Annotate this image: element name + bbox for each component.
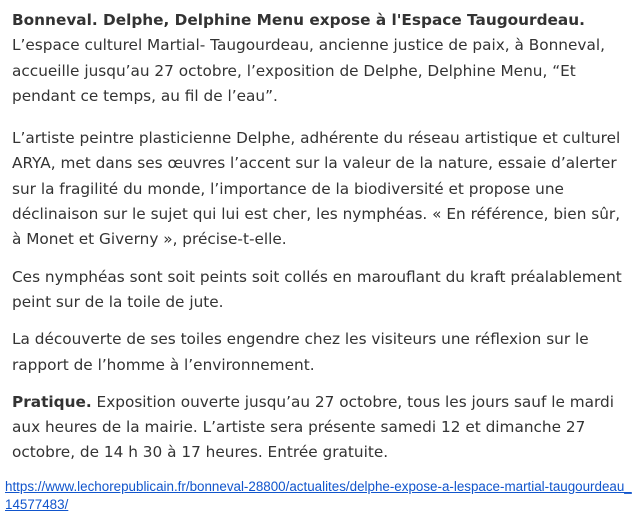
practical-label: Pratique.	[12, 392, 92, 411]
practical-text: Exposition ouverte jusqu’au 27 octobre, tous les jours sauf le mardi aux heures de la mairie. L’artiste sera présente samedi 12 et dimanche 27 octobre, de 14 h 30 à 17 heures. Entrée gratuite.	[12, 392, 615, 462]
article-body	[12, 8, 634, 466]
article-headline: Bonneval. Delphe, Delphine Menu expose à l'Espace Taugourdeau.	[12, 11, 585, 29]
paragraph-reflection: La découverte de ses toiles engendre chez les visiteurs une réflexion sur le rapport de l’homme à l’environnement.	[12, 330, 589, 374]
practical-paragraph	[12, 390, 634, 466]
source-link[interactable]: https://www.lechorepublicain.fr/bonneval-28800/actualites/delphe-expose-a-lespace-martial-taugourdeau_14577483/	[5, 479, 632, 512]
paragraph-nympheas: Ces nymphéas sont soit peints soit collés en marouflant du kraft préalablement peint sur de la toile de jute.	[12, 267, 622, 311]
lead-paragraph	[12, 8, 634, 109]
paragraph-artist: L’artiste peintre plasticienne Delphe, adhérente du réseau artistique et culturel ARYA, met dans ses œuvres l’accent sur la valeur de la nature, essaie d’alerter sur la fragilité du monde, l’importance de la biodiversité et propose une déclinaison sur le sujet qui lui est cher, les nymphéas. « En référence, bien sûr, à Monet et Giverny », précise-t-elle.	[12, 129, 621, 249]
lead-text: L’espace culturel Martial- Taugourdeau, ancienne justice de paix, à Bonneval, accueille jusqu’au 27 octobre, l’exposition de Delphe, Delphine Menu, “Et pendant ce temps, au fil de l’eau”.	[12, 36, 605, 105]
